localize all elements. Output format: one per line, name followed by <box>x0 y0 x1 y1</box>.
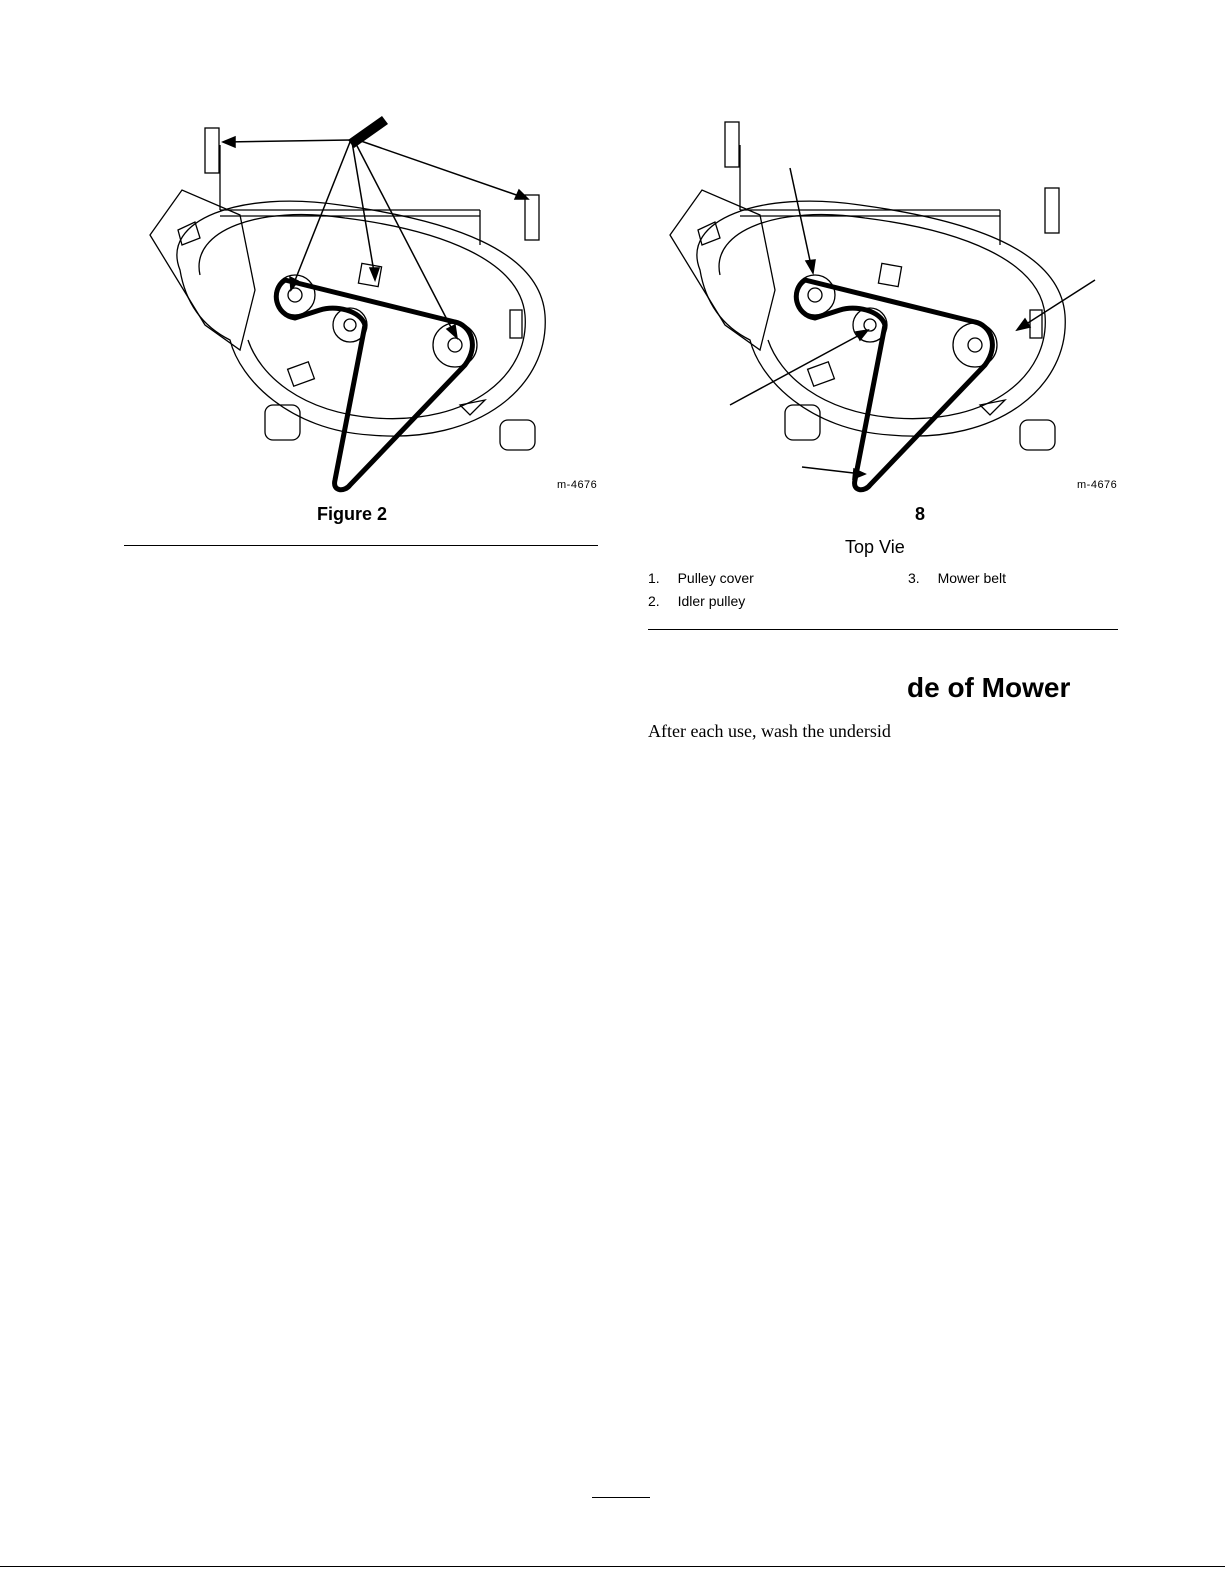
left-figure-rule <box>124 545 598 546</box>
right-figure-rule <box>648 629 1118 630</box>
section-heading: de of Mower <box>907 672 1071 703</box>
right-figure-code: m-4676 <box>1077 479 1118 491</box>
legend-label: Pulley cover <box>677 570 754 586</box>
left-figure-diagram <box>120 100 600 500</box>
legend-label: Idler pulley <box>677 593 746 609</box>
legend-item-1 <box>648 570 754 586</box>
legend-number: 1. <box>648 570 660 586</box>
legend-number: 2. <box>648 593 660 609</box>
page-bottom-rule <box>0 1566 1225 1567</box>
section-body-text: After each use, wash the undersid <box>648 721 891 741</box>
legend-item-3 <box>908 570 1006 586</box>
right-figure-diagram <box>640 100 1120 500</box>
legend-number: 3. <box>908 570 920 586</box>
legend-item-2 <box>648 593 745 609</box>
left-figure-code: m-4676 <box>557 479 598 491</box>
right-figure-subcaption: Top Vie <box>845 537 905 557</box>
left-figure-caption: Figure 2 <box>317 504 388 524</box>
page-number-rule <box>592 1497 650 1498</box>
legend-label: Mower belt <box>937 570 1007 586</box>
right-figure-caption: 8 <box>915 504 926 524</box>
